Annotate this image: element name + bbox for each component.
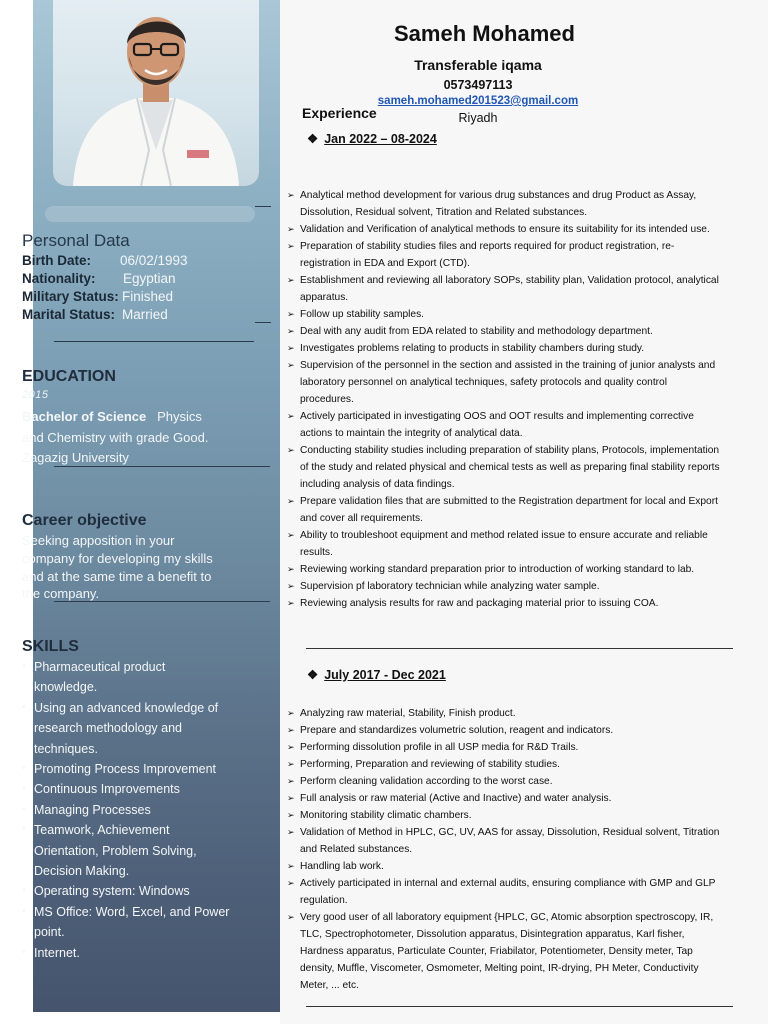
list-item: ➢ Prepare validation files that are submitted to the Registration department for local and Export and cover all requirements.	[287, 493, 721, 527]
degree-title: Bachelor of Science	[22, 409, 147, 424]
skill-item: ▪ MS Office: Word, Excel, and Power point.	[22, 902, 232, 943]
list-item: ➢ Reviewing working standard preparation prior to introduction of working standard to lab.	[287, 561, 721, 578]
skill-item: ▪ Managing Processes	[22, 800, 232, 820]
nationality-value: Egyptian	[123, 271, 176, 286]
marital-status-label: Marital Status:	[22, 307, 116, 322]
education-text	[22, 407, 222, 469]
birth-date-label: Birth Date:	[22, 253, 92, 268]
skill-item: ▪ Pharmaceutical product knowledge.	[22, 657, 232, 698]
career-objective-text: Seeking apposition in your company for developing my skills and at the same time a benefit to the company.	[22, 533, 213, 602]
personal-row-birth-date	[22, 252, 188, 270]
nationality-label: Nationality:	[22, 271, 96, 286]
list-item: ➢ Perform cleaning validation according to the worst case.	[287, 773, 721, 790]
list-item: ➢ Actively participated in investigating OOS and OOT results and implementing corrective actions to maintain the integrity of analytical data.	[287, 408, 721, 442]
list-item: ➢ Ability to troubleshoot equipment and method related issue to ensure accurate and reliable results.	[287, 527, 721, 561]
degree-details: Physics and Chemistry with grade Good.	[22, 409, 209, 445]
personal-data-heading: Personal Data	[22, 231, 130, 250]
skills-heading: SKILLS	[22, 638, 79, 655]
job-period-1-text: Jan 2022 – 08-2024	[324, 132, 437, 146]
skill-item: ▪ Promoting Process Improvement	[22, 759, 232, 779]
list-item: ➢ Prepare and standardizes volumetric solution, reagent and indicators.	[287, 722, 721, 739]
job-period-2-text: July 2017 - Dec 2021	[324, 668, 446, 682]
personal-row-military-status	[22, 288, 174, 306]
list-item: ➢ Reviewing analysis results for raw and packaging material prior to issuing COA.	[287, 595, 721, 612]
list-item: ➢ Investigates problems relating to products in stability chambers during study.	[287, 340, 721, 357]
personal-row-nationality	[22, 270, 176, 288]
list-item: ➢ Actively participated in internal and external audits, ensuring compliance with GMP and GLP regulation.	[287, 875, 721, 909]
job-period-2	[307, 667, 446, 682]
email-link[interactable]: sameh.mohamed201523@gmail.com	[377, 95, 579, 107]
diamond-bullet-icon: ❖	[307, 132, 319, 146]
skill-item: ▪ Teamwork, Achievement Orientation, Problem Solving, Decision Making.	[22, 820, 232, 881]
career-objective-heading: Career objective	[22, 512, 147, 529]
divider	[306, 648, 733, 649]
experience-heading: Experience	[302, 105, 377, 121]
list-item: ➢ Monitoring stability climatic chambers.	[287, 807, 721, 824]
divider	[306, 1006, 733, 1007]
divider	[54, 601, 270, 602]
candidate-name: Sameh Mohamed	[394, 21, 575, 46]
list-item: ➢ Analytical method development for various drug substances and drug Product as Assay, Dissolution, Residual solvent, Titration and Related substances.	[287, 187, 721, 221]
list-item: ➢ Deal with any audit from EDA related to stability and methodology department.	[287, 323, 721, 340]
list-item: ➢ Establishment and reviewing all laboratory SOPs, stability plan, Validation protocol, analytical apparatus.	[287, 272, 721, 306]
decorative-band	[45, 206, 255, 222]
list-item: ➢ Very good user of all laboratory equipment {HPLC, GC, Atomic absorption spectroscopy, IR, TLC, Spectrophotometer, Dissolution apparatus, Disintegration apparatus, Karl fisher, Hardness apparatus, Particulate Counter, Friabilator, Potentiometer, Density meter, Tap density, Muffle, Viscometer, Osmometer, Melting point, IR-drying, PH Meter, Conductivity Meter, ... etc.	[287, 909, 721, 994]
divider	[54, 341, 254, 342]
list-item: ➢ Conducting stability studies including preparation of stability plans, Protocols, implementation of the study and related physical and chemical tests as well as preparing final stability reports including analysis of data findings.	[287, 442, 721, 493]
list-item: ➢ Validation and Verification of analytical methods to ensure its suitability for its intended use.	[287, 221, 721, 238]
skill-item: ▪ Continuous Improvements	[22, 779, 232, 799]
profile-photo	[53, 0, 259, 186]
skills-list	[22, 657, 232, 963]
skill-item: ▪ Using an advanced knowledge of research methodology and techniques.	[22, 698, 232, 759]
military-status-label: Military Status:	[22, 289, 119, 304]
skill-item: ▪ Operating system: Windows	[22, 881, 232, 901]
list-item: ➢ Supervision pf laboratory technician while analyzing water sample.	[287, 578, 721, 595]
city: Riyadh	[458, 111, 498, 125]
diamond-bullet-icon: ❖	[307, 668, 319, 682]
divider	[54, 466, 270, 467]
list-item: ➢ Validation of Method in HPLC, GC, UV, AAS for assay, Dissolution, Residual solvent, Titration and Related substances.	[287, 824, 721, 858]
list-item: ➢ Analyzing raw material, Stability, Finish product.	[287, 705, 721, 722]
education-year: 2015	[22, 389, 49, 401]
list-item: ➢ Handling lab work.	[287, 858, 721, 875]
job-1-responsibilities	[287, 187, 721, 612]
skill-item: ▪ Internet.	[22, 943, 232, 963]
job-2-responsibilities	[287, 705, 721, 994]
list-item: ➢ Performing dissolution profile in all USP media for R&D Trails.	[287, 739, 721, 756]
military-status-value: Finished	[122, 289, 174, 304]
marital-status-value: Married	[122, 307, 168, 322]
person-avatar-icon	[53, 0, 259, 186]
personal-row-marital-status	[22, 306, 168, 324]
list-item: ➢ Preparation of stability studies files and reports required for product registration, re-registration in EDA and Export (CTD).	[287, 238, 721, 272]
list-item: ➢ Full analysis or raw material (Active and Inactive) and water analysis.	[287, 790, 721, 807]
phone-number: 0573497113	[443, 78, 513, 92]
list-item: ➢ Performing, Preparation and reviewing of stability studies.	[287, 756, 721, 773]
birth-date-value: 06/02/1993	[120, 253, 188, 268]
divider	[255, 206, 271, 207]
job-period-1	[307, 131, 437, 146]
university: Zagazig University	[22, 450, 129, 465]
list-item: ➢ Supervision of the personnel in the section and assisted in the training of junior analysts and laboratory personnel on analytical techniques, safety protocols and quality control procedures.	[287, 357, 721, 408]
iqama-status: Transferable iqama	[414, 57, 542, 73]
list-item: ➢ Follow up stability samples.	[287, 306, 721, 323]
education-heading: EDUCATION	[22, 368, 116, 385]
divider	[255, 322, 271, 323]
